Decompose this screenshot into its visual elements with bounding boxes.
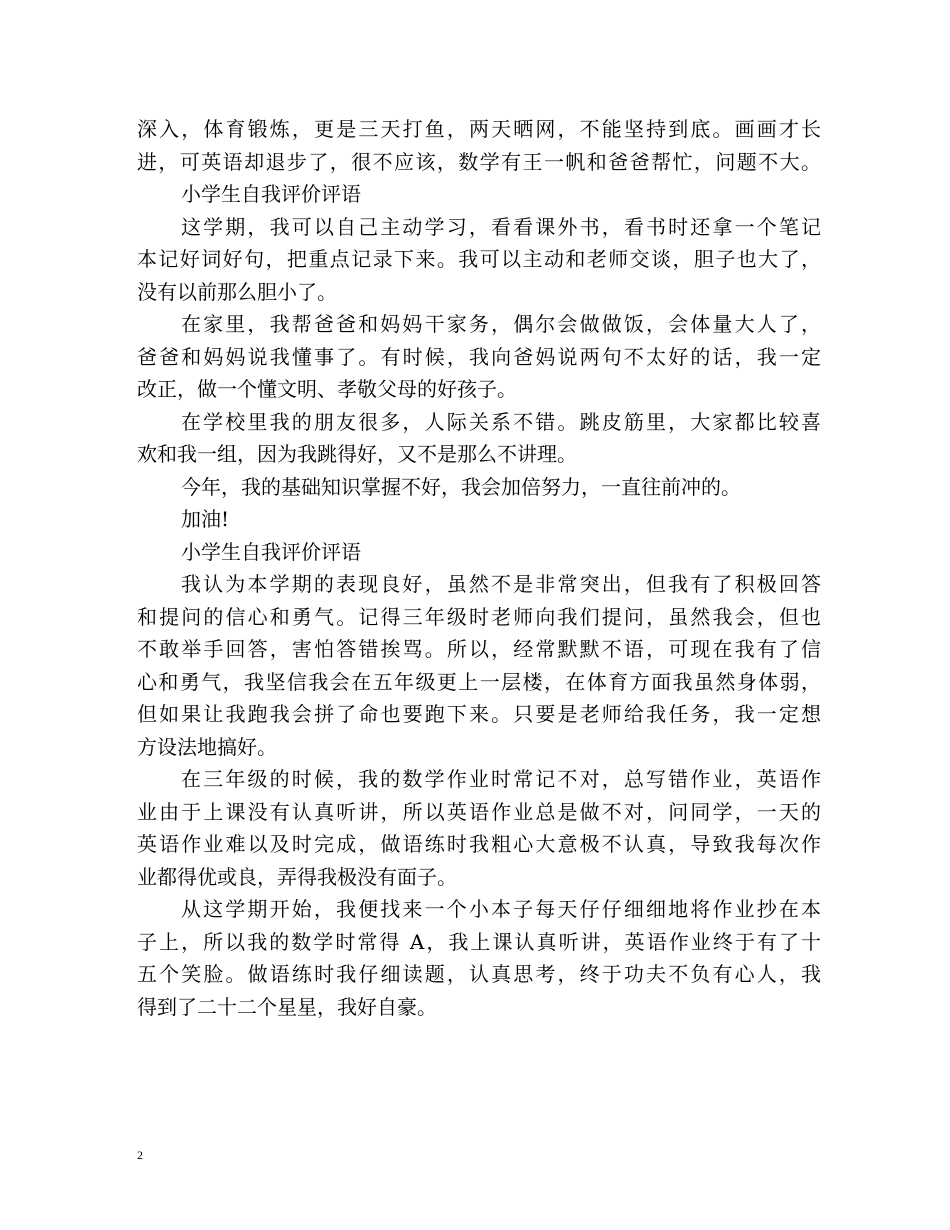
page-number: 2 <box>137 1148 143 1162</box>
text-line: 英语作业难以及时完成，做语练时我粗心大意极不认真，导致我每次作 <box>137 832 821 856</box>
section-heading: 小学生自我评价评语 <box>181 182 361 206</box>
text-line: 业由于上课没有认真听讲，所以英语作业总是做不对，问同学，一天的 <box>137 799 821 824</box>
text-line: 在家里，我帮爸爸和妈妈干家务，偶尔会做做饭，会体量大人了， <box>181 312 821 336</box>
text-line: 不敢举手回答，害怕答错挨骂。所以，经常默默不语，可现在我有了信 <box>137 637 821 661</box>
text-line: 和提问的信心和勇气。记得三年级时老师向我们提问，虽然我会，但也 <box>137 604 821 629</box>
text-line: 我认为本学期的表现良好，虽然不是非常突出，但我有了积极回答 <box>181 572 821 596</box>
text-line: 在学校里我的朋友很多，人际关系不错。跳皮筋里，大家都比较喜 <box>181 409 821 434</box>
text-line: 没有以前那么胆小了。 <box>137 279 337 304</box>
text-line: 加油! <box>181 507 230 531</box>
section-heading: 小学生自我评价评语 <box>181 539 361 564</box>
text-line: 今年，我的基础知识掌握不好，我会加倍努力，一直往前冲的。 <box>181 474 741 499</box>
document-body <box>137 113 821 1023</box>
text-line: 改正，做一个懂文明、孝敬父母的好孩子。 <box>137 377 517 401</box>
text-line: 但如果让我跑我会拼了命也要跑下来。只要是老师给我任务，我一定想 <box>137 702 821 726</box>
text-line: 心和勇气，我坚信我会在五年级更上一层楼，在体育方面我虽然身体弱， <box>137 669 821 694</box>
text-line: 进，可英语却退步了，很不应该，数学有王一帆和爸爸帮忙，问题不大。 <box>137 149 821 174</box>
text-line: 五个笑脸。做语练时我仔细读题，认真思考，终于功夫不负有心人，我 <box>137 962 821 986</box>
text-line: 从这学期开始，我便找来一个小本子每天仔仔细细地将作业抄在本 <box>181 897 821 921</box>
text-line: 方设法地搞好。 <box>137 734 277 759</box>
text-line: 这学期，我可以自己主动学习，看看课外书，看书时还拿一个笔记 <box>181 214 821 239</box>
text-line: 深入，体育锻炼，更是三天打鱼，两天晒网，不能坚持到底。画画才长 <box>137 117 821 141</box>
text-line: 欢和我一组，因为我跳得好，又不是那么不讲理。 <box>137 442 577 466</box>
text-line: 本记好词好句，把重点记录下来。我可以主动和老师交谈，胆子也大了， <box>137 247 821 271</box>
text-line: 得到了二十二个星星，我好自豪。 <box>137 994 437 1019</box>
text-line: 子上，所以我的数学时常得 A，我上课认真听讲，英语作业终于有了十 <box>137 929 821 954</box>
text-line: 业都得优或良，弄得我极没有面子。 <box>137 864 457 889</box>
text-line: 爸爸和妈妈说我懂事了。有时候，我向爸妈说两句不太好的话，我一定 <box>137 344 821 369</box>
text-line: 在三年级的时候，我的数学作业时常记不对，总写错作业，英语作 <box>181 767 821 791</box>
